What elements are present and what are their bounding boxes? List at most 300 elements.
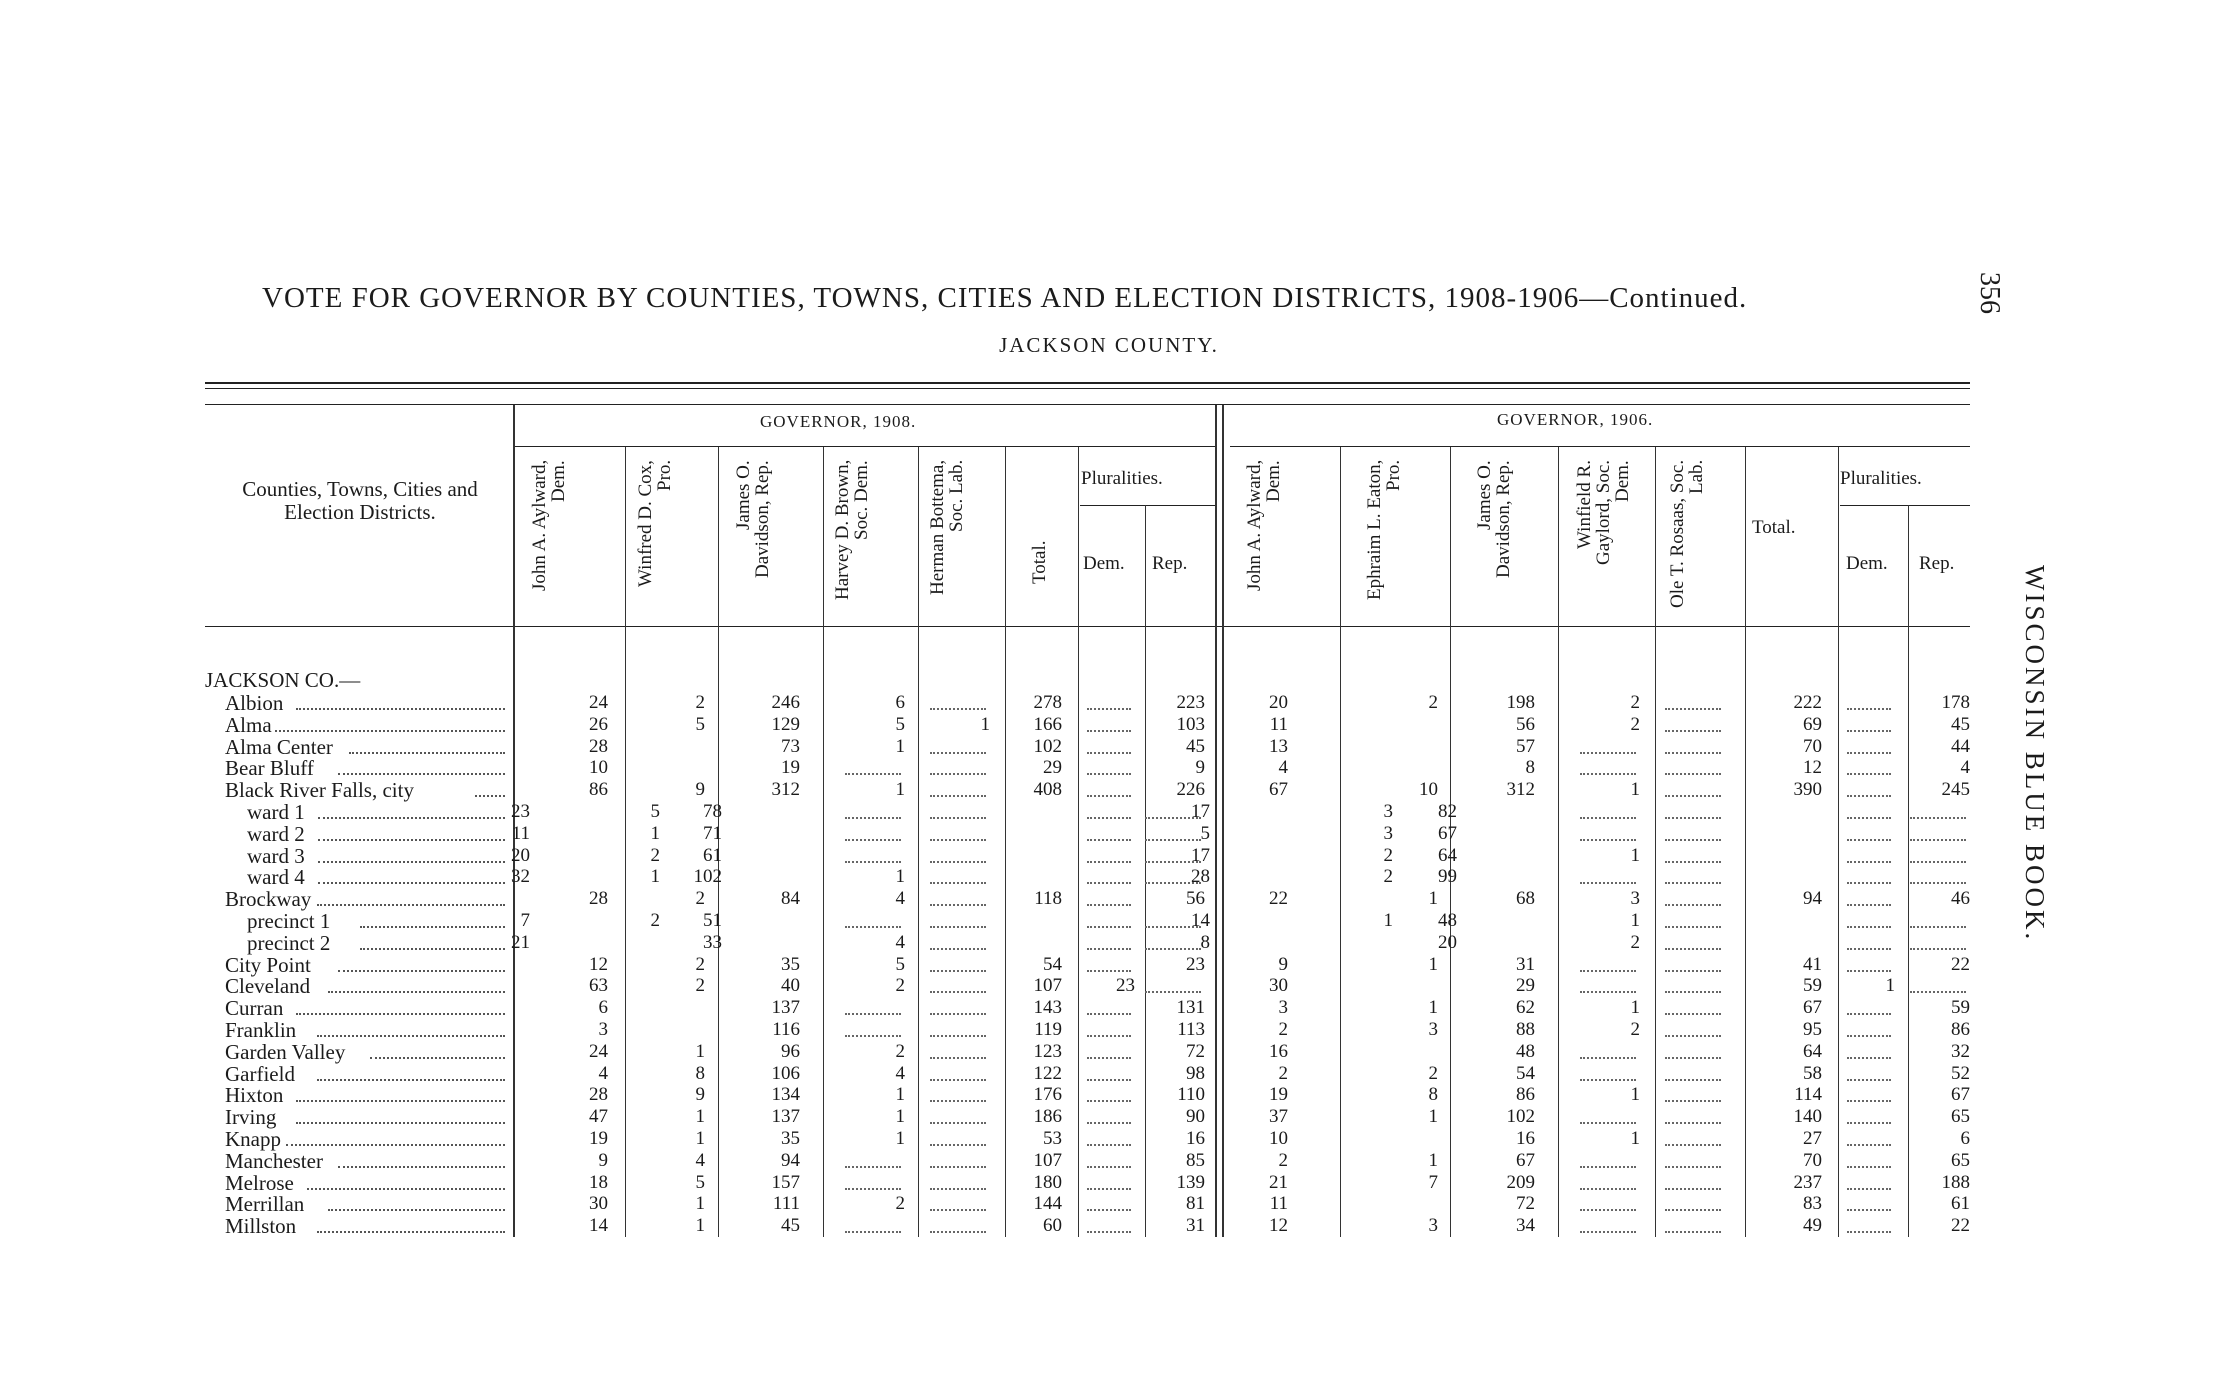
pluralities-1908: Pluralities. (1081, 468, 1163, 489)
empty-dots (930, 1122, 986, 1124)
table-cell: 20 (1269, 692, 1288, 713)
dot-leader (328, 991, 506, 993)
running-head: WISCONSIN BLUE BOOK. (2020, 565, 2050, 943)
table-cell: 2 (895, 1040, 905, 1062)
table-cell: 17 (1191, 801, 1210, 822)
empty-dots (1910, 882, 1966, 884)
table-cell: 22 (1269, 888, 1288, 910)
table-cell: 5 (895, 713, 905, 735)
table-cell: 28 (1191, 866, 1210, 888)
table-cell: 95 (1803, 1019, 1822, 1040)
empty-dots (1580, 1231, 1636, 1233)
empty-dots (1087, 730, 1131, 732)
table-cell: 52 (1951, 1062, 1970, 1084)
table-cell: 65 (1951, 1106, 1970, 1128)
county-heading: JACKSON COUNTY. (999, 333, 1219, 357)
empty-dots (1580, 1079, 1636, 1081)
table-cell: 28 (589, 1084, 608, 1106)
table-cell: 4 (895, 1062, 905, 1084)
empty-dots (1665, 1144, 1721, 1146)
table-cell: 8 (1525, 757, 1535, 779)
table-cell: 12 (1803, 757, 1822, 779)
table-cell: 69 (1803, 713, 1822, 735)
table-cell: 139 (1176, 1171, 1205, 1193)
table-cell: 30 (589, 1193, 608, 1215)
table-cell: 20 (1438, 931, 1457, 953)
table-cell: 5 (1200, 822, 1210, 844)
table-cell: 1 (1630, 1084, 1640, 1106)
table-cell: 2 (1383, 866, 1393, 888)
table-cell: 85 (1186, 1149, 1205, 1171)
empty-dots (1087, 708, 1131, 710)
empty-dots (930, 773, 986, 775)
table-cell: 72 (1516, 1193, 1535, 1215)
empty-dots (1847, 1100, 1891, 1102)
table-cell: 60 (1043, 1215, 1062, 1237)
table-cell: 102 (693, 866, 722, 888)
table-cell: 54 (1043, 953, 1062, 975)
empty-dots (845, 1035, 901, 1037)
empty-dots (845, 1166, 901, 1168)
table-cell: 4 (598, 1062, 608, 1084)
empty-dots (930, 1144, 986, 1146)
empty-dots (1580, 1122, 1636, 1124)
dot-leader (286, 1144, 506, 1146)
empty-dots (1580, 752, 1636, 754)
table-cell: 1 (895, 779, 905, 801)
table-cell: 102 (1033, 735, 1062, 757)
table-cell: 1 (1630, 997, 1640, 1019)
table-cell: 2 (1428, 1062, 1438, 1084)
table-cell: 30 (1269, 975, 1288, 997)
row-label: Cleveland (225, 974, 311, 999)
empty-dots (1665, 1100, 1721, 1102)
table-cell: 19 (781, 757, 800, 779)
group-1908-rule (515, 446, 1215, 447)
rep-head-1906: Rep. (1919, 553, 1955, 574)
empty-dots (1665, 970, 1721, 972)
table-cell: 1 (1630, 779, 1640, 801)
table-cell: 33 (703, 931, 722, 953)
empty-dots (1665, 882, 1721, 884)
table-cell: 186 (1033, 1106, 1062, 1128)
table-cell: 1 (1630, 1128, 1640, 1149)
empty-dots (1665, 1057, 1721, 1059)
table-cell: 22 (1951, 953, 1970, 975)
row-label: Curran (225, 996, 284, 1021)
col-divider (918, 447, 919, 1237)
empty-dots (1087, 904, 1131, 906)
row-label: Alma (225, 712, 272, 737)
table-cell: 45 (1951, 713, 1970, 735)
empty-dots (1847, 730, 1891, 732)
table-cell: 6 (598, 997, 608, 1019)
table-cell: 9 (598, 1149, 608, 1171)
empty-dots (1665, 1035, 1721, 1037)
table-cell: 180 (1033, 1171, 1062, 1193)
table-cell: 245 (1941, 779, 1970, 801)
empty-dots (1087, 970, 1131, 972)
rep-head-1908: Rep. (1152, 553, 1188, 574)
dot-leader (296, 708, 505, 710)
table-cell: 1 (1428, 953, 1438, 975)
empty-dots (1665, 839, 1721, 841)
empty-dots (1580, 1166, 1636, 1168)
table-cell: 49 (1803, 1215, 1822, 1237)
table-cell: 35 (781, 953, 800, 975)
empty-dots (1665, 1188, 1721, 1190)
table-cell: 47 (589, 1106, 608, 1128)
empty-dots (930, 1079, 986, 1081)
table-cell: 119 (1034, 1019, 1062, 1040)
empty-dots (1087, 773, 1131, 775)
col-head-total-1906: Total. (1752, 517, 1796, 538)
col-head-bottema: Herman Bottema, Soc. Lab. (927, 460, 967, 596)
col-divider (1558, 447, 1559, 1237)
empty-dots (1847, 948, 1891, 950)
table-cell: 11 (1269, 713, 1288, 735)
table-cell: 6 (895, 692, 905, 713)
table-cell: 35 (781, 1128, 800, 1149)
empty-dots (845, 1231, 901, 1233)
empty-dots (1665, 730, 1721, 732)
table-cell: 94 (781, 1149, 800, 1171)
table-cell: 114 (1794, 1084, 1822, 1106)
table-cell: 8 (1200, 931, 1210, 953)
empty-dots (1087, 861, 1131, 863)
top-rule-3 (205, 404, 1970, 405)
empty-dots (1087, 839, 1131, 841)
table-cell: 26 (589, 713, 608, 735)
table-cell: 5 (650, 801, 660, 822)
empty-dots (1665, 773, 1721, 775)
table-cell: 65 (1951, 1149, 1970, 1171)
dot-leader (317, 1079, 505, 1081)
row-label: ward 1 (247, 800, 305, 824)
row-label: Albion (225, 691, 284, 715)
empty-dots (1847, 1166, 1891, 1168)
empty-dots (1847, 926, 1891, 928)
table-cell: 2 (695, 953, 705, 975)
table-cell: 157 (771, 1171, 800, 1193)
table-cell: 29 (1043, 757, 1062, 779)
empty-dots (930, 948, 986, 950)
table-cell: 107 (1033, 975, 1062, 997)
table-cell: 27 (1803, 1128, 1822, 1149)
table-cell: 67 (1516, 1149, 1535, 1171)
table-cell: 1 (1428, 888, 1438, 910)
empty-dots (930, 708, 986, 710)
table-cell: 11 (1269, 1193, 1288, 1215)
empty-dots (1847, 1144, 1891, 1146)
table-cell: 1 (895, 1084, 905, 1106)
empty-dots (1847, 1035, 1891, 1037)
table-cell: 5 (695, 1171, 705, 1193)
table-cell: 45 (1186, 735, 1205, 757)
table-cell: 96 (781, 1040, 800, 1062)
col-head-eaton: Ephraim L. Eaton, Pro. (1364, 460, 1404, 601)
plur-1908-rule (1080, 505, 1215, 506)
row-label: City Point (225, 952, 311, 977)
table-cell: 2 (1630, 931, 1640, 953)
empty-dots (930, 882, 986, 884)
table-cell: 2 (895, 975, 905, 997)
table-cell: 1 (895, 735, 905, 757)
empty-dots (1665, 861, 1721, 863)
table-cell: 8 (1428, 1084, 1438, 1106)
table-cell: 312 (1506, 779, 1535, 801)
empty-dots (1665, 1122, 1721, 1124)
table-cell: 23 (511, 801, 530, 822)
dot-leader (317, 1231, 505, 1233)
empty-dots (1580, 970, 1636, 972)
table-cell: 2 (1630, 713, 1640, 735)
table-cell: 37 (1269, 1106, 1288, 1128)
table-cell: 188 (1941, 1171, 1970, 1193)
table-cell: 22 (1951, 1215, 1970, 1237)
dot-leader (317, 904, 505, 906)
empty-dots (1665, 795, 1721, 797)
table-cell: 28 (589, 888, 608, 910)
dot-leader (296, 1122, 505, 1124)
table-cell: 3 (1383, 801, 1393, 822)
empty-dots (1580, 1209, 1636, 1211)
table-cell: 6 (1960, 1128, 1970, 1149)
empty-dots (1847, 1188, 1891, 1190)
table-cell: 4 (895, 888, 905, 910)
table-cell: 40 (781, 975, 800, 997)
row-label: Garden Valley (225, 1039, 346, 1064)
table-cell: 16 (1269, 1040, 1288, 1062)
dot-leader (317, 1035, 505, 1037)
row-label: ward 3 (247, 843, 305, 868)
empty-dots (930, 795, 986, 797)
table-cell: 178 (1941, 692, 1970, 713)
table-cell: 278 (1033, 692, 1062, 713)
table-cell: 3 (1383, 822, 1393, 844)
table-cell: 237 (1793, 1171, 1822, 1193)
empty-dots (1087, 948, 1131, 950)
table-cell: 21 (1269, 1171, 1288, 1193)
row-label: Hixton (225, 1083, 284, 1108)
table-cell: 67 (1803, 997, 1822, 1019)
empty-dots (1087, 1100, 1131, 1102)
empty-dots (845, 926, 901, 928)
table-cell: 59 (1803, 975, 1822, 997)
row-label: precinct 2 (247, 930, 331, 955)
table-cell: 134 (771, 1084, 800, 1106)
top-rule-2 (205, 388, 1970, 389)
table-cell: 2 (650, 910, 660, 931)
table-cell: 1 (1885, 975, 1895, 997)
table-cell: 209 (1506, 1171, 1535, 1193)
county-label: JACKSON CO.— (205, 668, 361, 692)
table-cell: 1 (1630, 910, 1640, 931)
col-head-cox: Winfred D. Cox, Pro. (635, 460, 675, 587)
group-header-1906: GOVERNOR, 1906. (1497, 410, 1654, 429)
table-cell: 23 (1116, 975, 1135, 997)
table-cell: 73 (781, 735, 800, 757)
table-cell: 7 (520, 910, 530, 931)
table-cell: 107 (1033, 1149, 1062, 1171)
table-cell: 20 (511, 844, 530, 866)
empty-dots (1910, 861, 1966, 863)
page-number: 356 (1974, 272, 2005, 314)
table-cell: 18 (589, 1171, 608, 1193)
header-bottom-rule (205, 626, 1970, 627)
empty-dots (1847, 795, 1891, 797)
table-cell: 13 (1269, 735, 1288, 757)
table-cell: 70 (1803, 735, 1822, 757)
table-cell: 116 (772, 1019, 800, 1040)
table-cell: 2 (1278, 1149, 1288, 1171)
table-cell: 81 (1186, 1193, 1205, 1215)
col-head-aylward-1908: John A. Aylward, Dem. (529, 460, 569, 592)
col-head-gaylord: Winfield R. Gaylord, Soc. Dem. (1574, 460, 1633, 566)
page-title: VOTE FOR GOVERNOR BY COUNTIES, TOWNS, CITIES AND ELECTION DISTRICTS, 1908-1906—Continued. (262, 282, 1748, 314)
table-cell: 3 (1428, 1215, 1438, 1237)
table-cell: 3 (1630, 888, 1640, 910)
table-cell: 63 (589, 975, 608, 997)
table-cell: 3 (598, 1019, 608, 1040)
table-cell: 4 (1960, 757, 1970, 779)
table-cell: 222 (1793, 692, 1822, 713)
empty-dots (930, 1166, 986, 1168)
table-cell: 4 (895, 931, 905, 953)
table-cell: 53 (1043, 1128, 1062, 1149)
table-cell: 123 (1033, 1040, 1062, 1062)
table-cell: 59 (1951, 997, 1970, 1019)
table-cell: 71 (703, 822, 722, 844)
table-cell: 1 (895, 1106, 905, 1128)
table-cell: 1 (695, 1040, 705, 1062)
empty-dots (845, 1188, 901, 1190)
table-cell: 98 (1186, 1062, 1205, 1084)
table-cell: 9 (1195, 757, 1205, 779)
table-cell: 2 (695, 975, 705, 997)
table-cell: 2 (695, 888, 705, 910)
col-head-davidson-1906: James O. Davidson, Rep. (1474, 460, 1514, 578)
empty-dots (1087, 1035, 1131, 1037)
table-cell: 1 (980, 713, 990, 735)
empty-dots (1847, 1013, 1891, 1015)
table-cell: 72 (1186, 1040, 1205, 1062)
empty-dots (1665, 708, 1721, 710)
empty-dots (1087, 1231, 1131, 1233)
table-cell: 86 (1516, 1084, 1535, 1106)
empty-dots (1087, 1057, 1131, 1059)
table-cell: 390 (1793, 779, 1822, 801)
table-cell: 1 (695, 1193, 705, 1215)
table-cell: 166 (1033, 713, 1062, 735)
table-cell: 137 (771, 1106, 800, 1128)
col-head-davidson-1908: James O. Davidson, Rep. (733, 460, 773, 578)
col-head-brown: Harvey D. Brown, Soc. Dem. (832, 460, 872, 601)
table-cell: 64 (1438, 844, 1457, 866)
empty-dots (845, 861, 901, 863)
row-label: ward 4 (247, 865, 305, 890)
table-cell: 29 (1516, 975, 1535, 997)
table-cell: 70 (1803, 1149, 1822, 1171)
table-cell: 113 (1177, 1019, 1205, 1040)
table-cell: 111 (772, 1193, 800, 1215)
empty-dots (930, 904, 986, 906)
table-cell: 51 (703, 910, 722, 931)
empty-dots (1665, 926, 1721, 928)
empty-dots (1847, 752, 1891, 754)
table-cell: 41 (1803, 953, 1822, 975)
table-cell: 84 (781, 888, 800, 910)
table-cell: 21 (511, 931, 530, 953)
empty-dots (1087, 1122, 1131, 1124)
empty-dots (1665, 817, 1721, 819)
col-divider (1078, 447, 1079, 1237)
empty-dots (1665, 991, 1721, 993)
table-cell: 67 (1438, 822, 1457, 844)
table-cell: 16 (1186, 1128, 1205, 1149)
table-cell: 12 (1269, 1215, 1288, 1237)
empty-dots (1847, 861, 1891, 863)
group-divider (1222, 405, 1224, 1237)
table-cell: 226 (1176, 779, 1205, 801)
empty-dots (1665, 1209, 1721, 1211)
table-cell: 45 (781, 1215, 800, 1237)
top-rule (205, 382, 1970, 384)
empty-dots (1580, 1057, 1636, 1059)
empty-dots (1847, 1122, 1891, 1124)
empty-dots (930, 970, 986, 972)
empty-dots (1087, 1144, 1131, 1146)
row-label: Manchester (225, 1148, 323, 1173)
table-cell: 246 (771, 692, 800, 713)
table-cell: 23 (1186, 953, 1205, 975)
table-cell: 1 (1383, 910, 1393, 931)
empty-dots (1665, 1166, 1721, 1168)
empty-dots (930, 1013, 986, 1015)
dem-head-1906: Dem. (1846, 553, 1888, 574)
empty-dots (930, 1035, 986, 1037)
table-cell: 86 (1951, 1019, 1970, 1040)
dot-leader (328, 1209, 506, 1211)
empty-dots (930, 1188, 986, 1190)
table-cell: 86 (589, 779, 608, 801)
table-cell: 99 (1438, 866, 1457, 888)
col-divider (1745, 447, 1746, 1237)
table-cell: 34 (1516, 1215, 1535, 1237)
empty-dots (845, 817, 901, 819)
table-cell: 10 (1269, 1128, 1288, 1149)
table-cell: 57 (1516, 735, 1535, 757)
table-cell: 61 (1951, 1193, 1970, 1215)
dem-head-1908: Dem. (1083, 553, 1125, 574)
empty-dots (1580, 991, 1636, 993)
empty-dots (1847, 708, 1891, 710)
pluralities-1906: Pluralities. (1840, 468, 1922, 489)
empty-dots (1087, 1166, 1131, 1168)
dot-leader (338, 970, 505, 972)
table-cell: 58 (1803, 1062, 1822, 1084)
table-cell: 94 (1803, 888, 1822, 910)
row-label: Garfield (225, 1061, 295, 1086)
table-cell: 12 (589, 953, 608, 975)
empty-dots (1580, 773, 1636, 775)
empty-dots (1665, 1079, 1721, 1081)
dot-leader (338, 1166, 505, 1168)
empty-dots (1087, 1013, 1131, 1015)
table-cell: 64 (1803, 1040, 1822, 1062)
empty-dots (930, 752, 986, 754)
dot-leader (370, 1057, 506, 1059)
